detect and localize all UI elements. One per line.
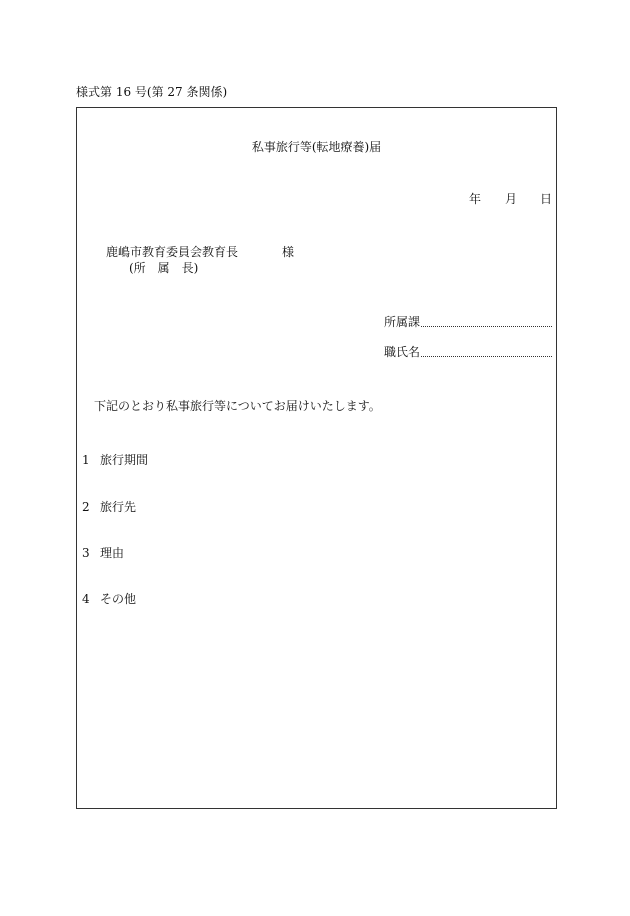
form-title: 私事旅行等(転地療養)届 (251, 140, 382, 154)
form-frame (76, 107, 557, 809)
item-label: 旅行先 (100, 500, 137, 514)
item-number: 3 (82, 546, 90, 560)
list-item (82, 501, 136, 513)
list-item (82, 454, 148, 466)
addressee-name: 鹿嶋市教育委員会教育長 (106, 245, 239, 259)
signature-name-row (384, 346, 552, 358)
date-month-label: 月 (505, 192, 518, 206)
date-year-label: 年 (469, 192, 482, 206)
addressee-alternate: (所 属 長) (129, 261, 199, 275)
item-label: その他 (100, 592, 137, 606)
form-code: 様式第 16 号(第 27 条関係) (76, 85, 228, 99)
signature-affiliation-row (384, 316, 552, 328)
date-day-label: 日 (540, 192, 553, 206)
item-number: 1 (82, 453, 90, 467)
intro-text: 下記のとおり私事旅行等についてお届けいたします。 (94, 399, 381, 413)
name-label: 職氏名 (384, 345, 421, 359)
item-number: 2 (82, 500, 90, 514)
affiliation-label: 所属課 (384, 315, 421, 329)
addressee-honorific: 様 (282, 245, 295, 259)
affiliation-blank[interactable] (421, 325, 552, 327)
name-blank[interactable] (421, 355, 552, 357)
list-item (82, 593, 136, 605)
item-label: 理由 (100, 546, 125, 560)
item-number: 4 (82, 592, 90, 606)
item-label: 旅行期間 (100, 453, 149, 467)
list-item (82, 547, 124, 559)
